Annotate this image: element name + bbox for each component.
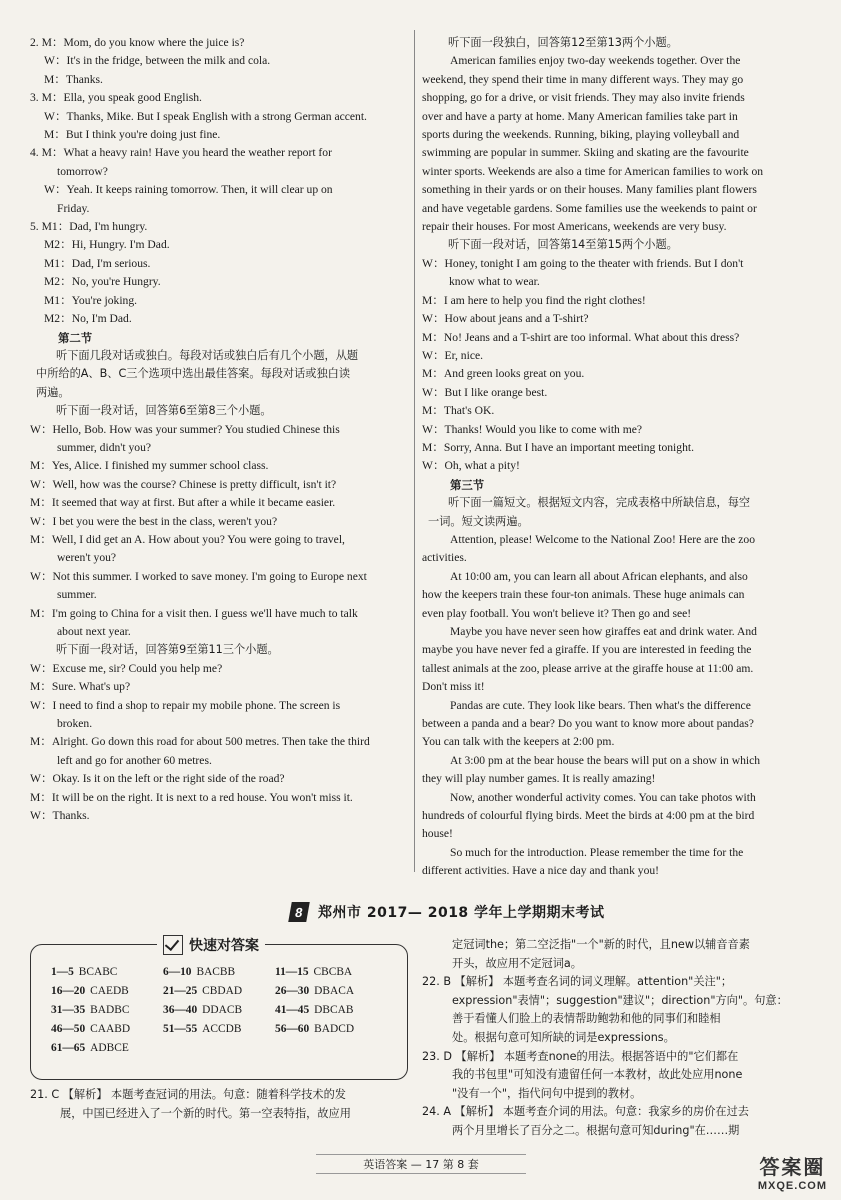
text-line: 一词。短文读两遍。 [428, 514, 529, 528]
text-line: 听下面一段对话，回答第14至第15两个小题。 [448, 238, 678, 252]
text-line: M：Well, I did get an A. How about you? You were going to travel, [30, 532, 345, 546]
answer-cell [275, 1001, 387, 1020]
answer-range: 46—50 [51, 1023, 86, 1035]
text-line: how the keepers train these four-ton animals. These huge animals can [422, 588, 745, 602]
text-line: know what to wear. [449, 275, 540, 289]
text-line: M：I am here to help you find the right clothes! [422, 293, 646, 307]
text-line: repair their houses. For most Americans, weekends are very busy. [422, 220, 727, 234]
answer-letters: CBDAD [202, 985, 243, 997]
answer-range: 21—25 [163, 985, 198, 997]
text-line: W：Hello, Bob. How was your summer? You studied Chinese this [30, 422, 340, 436]
text-line: summer, didn't you? [57, 440, 152, 454]
watermark-logo: 答案圈 [759, 1157, 826, 1179]
text-line: W：It's in the fridge, between the milk and cola. [44, 54, 271, 68]
text-line: Friday. [57, 201, 90, 215]
answer-cell [51, 963, 163, 982]
quick-answer-box [30, 938, 408, 1080]
answer-letters: BCABC [78, 966, 118, 978]
text-line: W：Thanks, Mike. But I speak English with a strong German accent. [44, 109, 367, 123]
answer-box-title: 快速对答案 [189, 938, 259, 954]
text-line: shopping, go for a drive, or visit friends. They may also invite friends [422, 91, 745, 105]
answer-letters: ADBCE [90, 1042, 129, 1054]
text-line: At 3:00 pm at the bear house the bears will put on a show in which [450, 753, 761, 767]
explanation-line: expression"表情"；suggestion"建议"；direction"方向"。句意： [452, 993, 788, 1007]
text-line: M：Thanks. [44, 72, 103, 86]
explanation-line: 定冠词the；第二空泛指"一个"新的时代，且new以辅音音素 [452, 938, 750, 951]
explanation-line: "没有一个"，指代问句中提到的教材。 [452, 1086, 642, 1100]
text-line: M：That's OK. [422, 404, 495, 418]
text-line: activities. [422, 551, 467, 565]
text-line: left and go for another 60 metres. [57, 753, 212, 767]
answer-cell [275, 982, 387, 1001]
text-line: hundreds of colourful flying birds. Meet the birds at 4:00 pm at the bird [422, 809, 755, 823]
text-line: winter sports. Weekends are also a time for American families to work on [422, 164, 764, 178]
text-line: 5. M1：Dad, I'm hungry. [30, 220, 148, 234]
text-line: M：It will be on the right. It is next to a red house. You won't miss it. [30, 790, 353, 804]
text-line: M：It seemed that way at first. But after a while it became easier. [30, 496, 336, 510]
text-line: about next year. [57, 625, 131, 638]
text-line: 听下面几段对话或独白。每段对话或独白后有几个小题，从题 [56, 348, 359, 362]
answer-row [51, 963, 387, 982]
answer-cell [51, 1039, 163, 1058]
text-line: W：Thanks! Would you like to come with me? [422, 422, 643, 436]
answer-cell [51, 1001, 163, 1020]
answer-range: 31—35 [51, 1004, 86, 1016]
text-line: Attention, please! Welcome to the National Zoo! Here are the zoo [450, 532, 756, 546]
answer-letters: CBCBA [313, 966, 353, 978]
explanation-line: 处。根据句意可知所缺的词是expressions。 [452, 1030, 675, 1044]
answer-range: 11—15 [275, 966, 309, 978]
answer-cell [163, 1020, 275, 1039]
text-line: broken. [57, 717, 93, 731]
text-line: M：Sorry, Anna. But I have an important meeting tonight. [422, 440, 694, 454]
text-line: W：Honey, tonight I am going to the theater with friends. But I don't [422, 256, 744, 270]
text-line: 听下面一段独白，回答第12至第13两个小题。 [448, 36, 678, 49]
text-line: over and have a party at home. Many American families take part in [422, 109, 738, 123]
text-line: and have vegetable gardens. Some families use the weekends to paint or [422, 201, 757, 215]
text-line: W：Er, nice. [422, 348, 484, 362]
text-line: 两遍。 [36, 385, 70, 399]
text-line: summer. [57, 588, 97, 602]
answer-cell [163, 1001, 275, 1020]
answer-range: 1—5 [51, 966, 74, 978]
text-line: At 10:00 am, you can learn all about African elephants, and also [450, 569, 748, 583]
answer-range: 61—65 [51, 1042, 86, 1054]
explanation-line: 我的书包里"可知没有遗留任何一本教材，故此处应用none [452, 1068, 743, 1082]
text-line: M：Alright. Go down this road for about 500 metres. Then take the third [30, 735, 370, 749]
answer-letters: BADBC [90, 1004, 130, 1016]
text-line: 听下面一篇短文。根据短文内容，完成表格中所缺信息，每空 [448, 496, 751, 510]
text-line: W：How about jeans and a T-shirt? [422, 312, 589, 326]
text-line: M1：You're joking. [44, 293, 138, 307]
text-line: M：No! Jeans and a T-shirt are too informal. What about this dress? [422, 330, 740, 344]
text-line: they will play number games. It is really amazing! [422, 772, 656, 786]
answer-letters: CAABD [90, 1023, 131, 1035]
text-line: 第三节 [450, 477, 485, 492]
answer-row [51, 1039, 387, 1058]
explanation-line: 开头，故应用不定冠词a。 [452, 956, 582, 970]
exam-title: 郑州市 2017— 2018 学年上学期期末考试 [318, 905, 605, 921]
text-line: swimming are popular in summer. Skiing and skating are the favourite [422, 146, 749, 160]
answer-cell [275, 1020, 387, 1039]
exam-number-badge: 8 [288, 902, 310, 922]
text-line: something in their yards or on their houses. Many families plant flowers [422, 183, 757, 197]
text-line: M2：No, you're Hungry. [44, 275, 161, 289]
text-line: between a panda and a bear? Do you want to know more about pandas? [422, 717, 754, 731]
text-line: M：Yes, Alice. I finished my summer school class. [30, 459, 269, 473]
explanation-line: 23. D 【解析】 本题考查none的用法。根据答语中的"它们都在 [422, 1049, 739, 1063]
text-line: W：But I like orange best. [422, 385, 548, 399]
answer-letters: DDACB [202, 1004, 243, 1016]
explanation-line: 善于看懂人们脸上的表情帮助鲍勃和他的同事们和睦相 [452, 1012, 721, 1026]
text-line: M2：No, I'm Dad. [44, 312, 132, 326]
answer-range: 51—55 [163, 1023, 198, 1035]
text-line: M：But I think you're doing just fine. [44, 128, 221, 142]
answer-letters: DBCAB [314, 1004, 354, 1016]
text-line: 3. M：Ella, you speak good English. [30, 91, 202, 105]
text-line: W：Yeah. It keeps raining tomorrow. Then, it will clear up on [44, 183, 333, 197]
text-line: W：Not this summer. I worked to save money. I'm going to Europe next [30, 569, 367, 583]
text-line: W：I bet you were the best in the class, weren't you? [30, 514, 278, 528]
explanation-line: 展，中国已经进入了一个新的时代。第一空表特指，故应用 [60, 1106, 351, 1120]
text-line: Maybe you have never seen how giraffes eat and drink water. And [450, 625, 757, 638]
text-line: M：Sure. What's up? [30, 680, 131, 694]
column-divider [414, 30, 415, 872]
answer-letters: ACCDB [202, 1023, 242, 1035]
text-line: M：And green looks great on you. [422, 367, 585, 381]
exam-banner [290, 900, 605, 924]
answer-range: 56—60 [275, 1023, 310, 1035]
answer-cell [163, 963, 275, 982]
text-line: weekend, they spend their time in many different ways. They may go [422, 72, 744, 86]
text-line: W：Excuse me, sir? Could you help me? [30, 661, 223, 675]
text-line: sports during the weekends. Running, biking, playing volleyball and [422, 128, 740, 142]
text-line: M1：Dad, I'm serious. [44, 256, 151, 270]
right-column [422, 34, 800, 881]
text-line: M2：Hi, Hungry. I'm Dad. [44, 238, 170, 252]
text-line: 第二节 [58, 330, 93, 345]
text-line: 听下面一段对话，回答第6至第8三个小题。 [56, 404, 272, 418]
answer-row [51, 1020, 387, 1039]
text-line: Don't miss it! [422, 680, 485, 694]
checkmark-icon [163, 935, 183, 955]
text-line: Pandas are cute. They look like bears. Then what's the difference [450, 698, 751, 712]
answer-letters: DBACA [314, 985, 355, 997]
answer-letters: CAEDB [90, 985, 129, 997]
text-line: Now, another wonderful activity comes. You can take photos with [450, 790, 756, 804]
answer-range: 6—10 [163, 966, 192, 978]
text-line: W：Oh, what a pity! [422, 459, 520, 473]
explanation-line: 22. B 【解析】 本题考查名词的词义理解。attention"关注"； [422, 975, 733, 989]
left-column [30, 34, 410, 825]
text-line: W：I need to find a shop to repair my mobile phone. The screen is [30, 698, 341, 712]
text-line: 中所给的A、B、C三个选项中选出最佳答案。每段对话或独白读 [36, 367, 351, 381]
answer-cell [163, 982, 275, 1001]
text-line: weren't you? [57, 551, 117, 565]
text-line: So much for the introduction. Please remember the time for the [450, 845, 744, 859]
answer-letters: BACBB [196, 966, 236, 978]
answer-range: 16—20 [51, 985, 86, 997]
text-line: W：Thanks. [30, 809, 90, 823]
explanation-line: 24. A 【解析】 本题考查介词的用法。句意：我家乡的房价在过去 [422, 1105, 749, 1119]
explanation-line: 21. C 【解析】 本题考查冠词的用法。句意：随着科学技术的发 [30, 1088, 346, 1101]
answer-cell [51, 1020, 163, 1039]
explanation-right [422, 936, 800, 1141]
text-line: tomorrow? [57, 164, 108, 178]
watermark-url: MXQE.COM [757, 1180, 827, 1192]
text-line: 听下面一段对话，回答第9至第11三个小题。 [56, 643, 279, 657]
answer-row [51, 1001, 387, 1020]
text-line: house! [422, 827, 453, 841]
text-line: tallest animals at the zoo, please arrive at the giraffe house at 11:00 am. [422, 661, 754, 675]
text-line: American families enjoy two-day weekends together. Over the [450, 54, 741, 68]
answer-range: 41—45 [275, 1004, 310, 1016]
text-line: You can talk with the keepers at 2:00 pm. [422, 735, 615, 749]
footer-text: 英语答案 — 17 第 8 套 [363, 1158, 479, 1171]
site-watermark [758, 1151, 827, 1192]
answer-letters: BADCD [314, 1023, 355, 1035]
text-line: maybe you have never fed a giraffe. If you are interested in feeding the [422, 643, 752, 657]
answer-grid [51, 963, 387, 1058]
answer-box-header [157, 935, 265, 955]
text-line: W：Okay. Is it on the left or the right side of the road? [30, 772, 285, 786]
answer-row [51, 982, 387, 1001]
text-line: 2. M：Mom, do you know where the juice is? [30, 36, 245, 49]
text-line: M：I'm going to China for a visit then. I guess we'll have much to talk [30, 606, 358, 620]
explanation-left [30, 1086, 410, 1123]
answer-cell [51, 982, 163, 1001]
page-footer [316, 1154, 526, 1174]
answer-range: 36—40 [163, 1004, 198, 1016]
explanation-line: 两个月里增长了百分之二。根据句意可知during"在……期 [452, 1123, 740, 1137]
text-line: W：Well, how was the course? Chinese is pretty difficult, isn't it? [30, 477, 337, 491]
text-line: different activities. Have a nice day and thank you! [422, 864, 660, 878]
text-line: 4. M：What a heavy rain! Have you heard the weather report for [30, 146, 332, 160]
answer-range: 26—30 [275, 985, 310, 997]
text-line: even play football. You won't believe it? Then go and see! [422, 606, 692, 620]
answer-cell [275, 963, 387, 982]
